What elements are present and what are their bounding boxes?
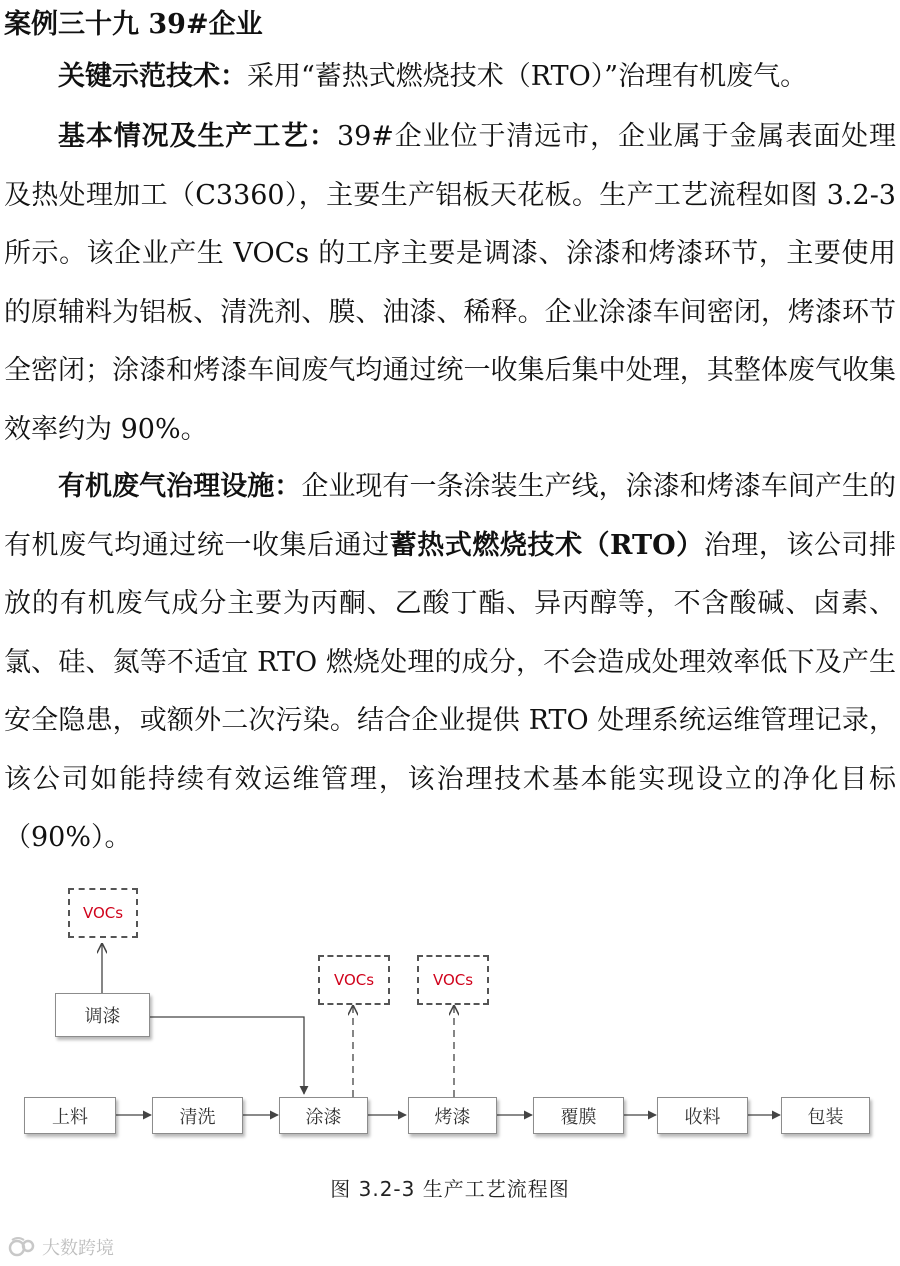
figure-caption: 图 3.2-3 生产工艺流程图: [330, 1177, 570, 1201]
arrow-mix-to-coating: [150, 1017, 304, 1094]
watermark-text: 大数跨境: [42, 1238, 114, 1259]
vocs-box-coating: VOCs: [318, 955, 390, 1005]
key-technology-lead: 关键示范技术：: [58, 61, 247, 92]
step-laminating: 覆膜: [533, 1097, 624, 1134]
step-receiving: 收料: [657, 1097, 748, 1134]
step-cleaning: 清洗: [152, 1097, 243, 1134]
vocs-box-mix: VOCs: [68, 888, 138, 938]
treatment-facility-text-a: 企业现有一条涂装生产线，涂漆和烤漆车间产生的有机废气均通过统一收集后通过: [4, 471, 897, 561]
vocs-box-baking: VOCs: [417, 955, 489, 1005]
basic-info-text: 39#企业位于清远市，企业属于金属表面处理及热处理加工（C3360），主要生产铝板天花板。生产工艺流程如图 3.2-3 所示。该企业产生 VOCs 的工序主要是调漆、涂漆和烤漆环节，主要使用的原辅料为铝板、清洗剂、膜、油漆、稀释。企业涂漆车间密闭，烤漆环节全密闭；涂漆和烤漆车间废气均通过统一收集后集中处理，其整体废气收集效率约为 90%。: [4, 121, 896, 445]
watermark: [8, 1234, 114, 1260]
step-baking: 烤漆: [408, 1097, 497, 1134]
step-mix-paint: 调漆: [55, 993, 150, 1037]
treatment-facility-text-b: 治理，该公司排放的有机废气成分主要为丙酮、乙酸丁酯、异丙醇等，不含酸碱、卤素、氯、硅、氮等不适宜 RTO 燃烧处理的成分，不会造成处理效率低下及产生安全隐患，或额外二次污染。结合企业提供 RTO 处理系统运维管理记录，该公司如能持续有效运维管理，该治理技术基本能实现设立的净化目标（90%）。: [4, 529, 897, 853]
treatment-facility-lead: 有机废气治理设施：: [58, 471, 302, 502]
key-technology-text: 采用“蓄热式燃烧技术（RTO）”治理有机废气。: [247, 61, 808, 92]
watermark-logo-icon: [8, 1236, 38, 1258]
basic-info-lead: 基本情况及生产工艺：: [58, 121, 337, 152]
step-feeding: 上料: [24, 1097, 116, 1134]
step-packing: 包装: [781, 1097, 870, 1134]
treatment-facility-highlight: 蓄热式燃烧技术（RTO）: [389, 529, 704, 561]
step-coating: 涂漆: [279, 1097, 368, 1134]
case-title: 案例三十九 39#企业: [4, 9, 263, 40]
